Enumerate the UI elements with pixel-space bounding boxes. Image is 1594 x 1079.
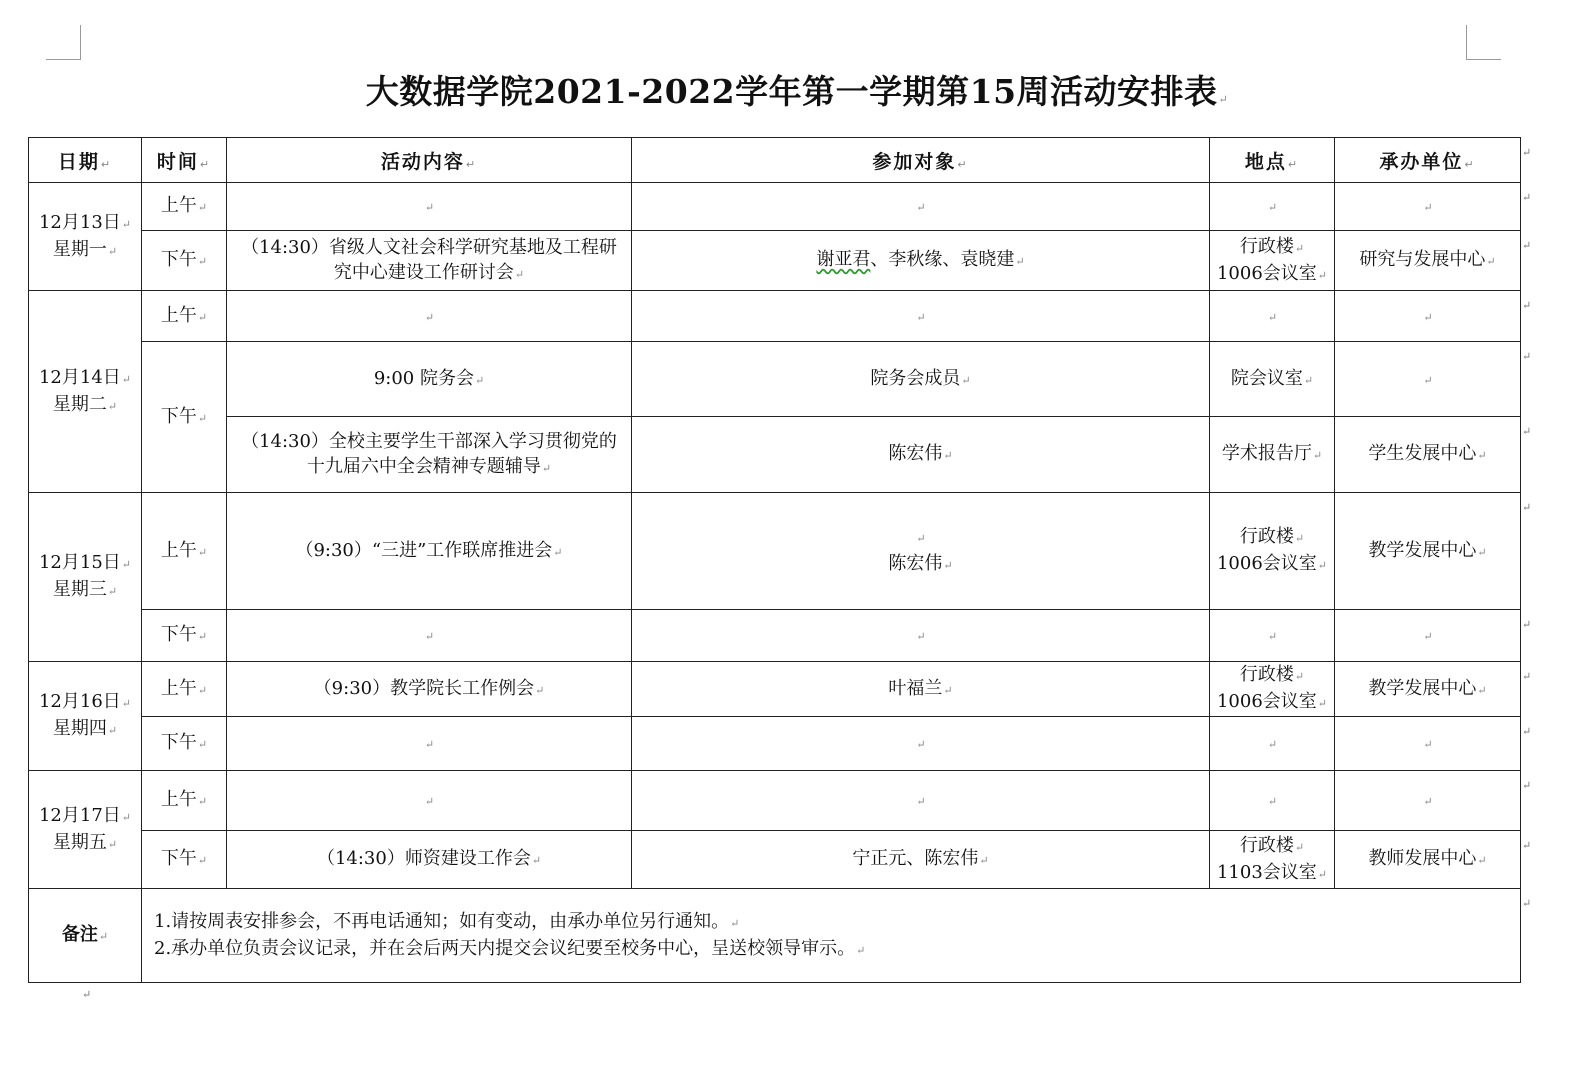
table-row (29, 610, 1521, 662)
table-row (29, 291, 1521, 342)
content-cell: ↵ (227, 717, 632, 771)
header-location: 地点↵ (1210, 138, 1335, 183)
time-pm: 下午↵ (142, 231, 227, 291)
time-am: 上午↵ (142, 662, 227, 717)
content-cell: （9:30）教学院长工作例会↵ (227, 662, 632, 717)
content-cell: （14:30）全校主要学生干部深入学习贯彻党的十九届六中全会精神专题辅导↵ (227, 417, 632, 493)
time-pm: 下午↵ (142, 717, 227, 771)
date-cell: 12月15日↵ 星期三↵ (29, 493, 142, 662)
participants-cell: 院务会成员↵ (632, 342, 1210, 417)
location-cell: 院会议室↵ (1210, 342, 1335, 417)
location-cell: 行政楼↵ 1006会议室↵ (1210, 662, 1335, 717)
time-pm: 下午↵ (142, 342, 227, 493)
location-cell: ↵ (1210, 291, 1335, 342)
content-cell: ↵ (227, 291, 632, 342)
participants-cell: 陈宏伟↵ (632, 417, 1210, 493)
date-cell: 12月16日↵ 星期四↵ (29, 662, 142, 771)
participants-cell: 叶福兰↵ (632, 662, 1210, 717)
table-row (29, 493, 1521, 610)
header-row (29, 138, 1521, 183)
time-pm: 下午↵ (142, 610, 227, 662)
row-end-mark: ↵ (1522, 617, 1532, 631)
row-end-mark: ↵ (1522, 298, 1532, 312)
table-row (29, 417, 1521, 493)
time-pm: 下午↵ (142, 831, 227, 889)
content-cell: （14:30）师资建设工作会↵ (227, 831, 632, 889)
remarks-label: 备注↵ (29, 889, 142, 983)
date-cell: 12月17日↵ 星期五↵ (29, 771, 142, 889)
organizer-cell: ↵ (1335, 291, 1521, 342)
organizer-cell: ↵ (1335, 717, 1521, 771)
organizer-cell: 教学发展中心↵ (1335, 493, 1521, 610)
time-am: 上午↵ (142, 771, 227, 831)
participants-cell: ↵ 陈宏伟↵ (632, 493, 1210, 610)
row-end-mark: ↵ (1522, 778, 1532, 792)
participants-cell: ↵ (632, 771, 1210, 831)
row-end-mark: ↵ (1522, 896, 1532, 910)
content-cell: 9:00 院务会↵ (227, 342, 632, 417)
crop-mark-top-right (1466, 25, 1501, 60)
document-title: 大数据学院2021-2022学年第一学期第15周活动安排表↵ (365, 72, 1229, 111)
row-end-mark: ↵ (1522, 838, 1532, 852)
row-end-mark: ↵ (1522, 238, 1532, 252)
location-cell: ↵ (1210, 610, 1335, 662)
table-row (29, 183, 1521, 231)
table-row (29, 342, 1521, 417)
location-cell: ↵ (1210, 771, 1335, 831)
table-row (29, 771, 1521, 831)
time-am: 上午↵ (142, 291, 227, 342)
organizer-cell: 教学发展中心↵ (1335, 662, 1521, 717)
row-end-mark: ↵ (1522, 424, 1532, 438)
participants-cell: ↵ (632, 717, 1210, 771)
table-row (29, 231, 1521, 291)
organizer-cell: ↵ (1335, 342, 1521, 417)
content-cell: ↵ (227, 771, 632, 831)
crop-mark-top-left (46, 25, 81, 60)
location-cell: ↵ (1210, 183, 1335, 231)
location-cell: 行政楼↵ 1103会议室↵ (1210, 831, 1335, 889)
content-cell: （9:30）“三进”工作联席推进会↵ (227, 493, 632, 610)
participants-cell: ↵ (632, 183, 1210, 231)
row-end-mark: ↵ (1522, 500, 1532, 514)
row-end-mark: ↵ (1522, 724, 1532, 738)
date-cell: 12月13日↵ 星期一↵ (29, 183, 142, 291)
header-organizer: 承办单位↵ (1335, 138, 1521, 183)
row-end-mark: ↵ (1522, 145, 1532, 159)
participants-cell: 谢亚君、李秋缘、袁晓建↵ (632, 231, 1210, 291)
header-time: 时间↵ (142, 138, 227, 183)
participants-cell: ↵ (632, 610, 1210, 662)
row-end-mark: ↵ (1522, 349, 1532, 363)
content-cell: （14:30）省级人文社会科学研究基地及工程研究中心建设工作研讨会↵ (227, 231, 632, 291)
table-row (29, 831, 1521, 889)
table-row (29, 662, 1521, 717)
location-cell: 学术报告厅↵ (1210, 417, 1335, 493)
remarks-row (29, 889, 1521, 983)
header-date: 日期↵ (29, 138, 142, 183)
remarks-text: 1.请按周表安排参会，不再电话通知；如有变动，由承办单位另行通知。↵ 2.承办单位负责会议记录，并在会后两天内提交会议纪要至校务中心，呈送校领导审示。↵ (142, 889, 1521, 983)
row-end-mark: ↵ (1522, 669, 1532, 683)
organizer-cell: 教师发展中心↵ (1335, 831, 1521, 889)
content-cell: ↵ (227, 183, 632, 231)
organizer-cell: ↵ (1335, 771, 1521, 831)
schedule-table (28, 137, 1521, 983)
organizer-cell: ↵ (1335, 183, 1521, 231)
time-am: 上午↵ (142, 183, 227, 231)
paragraph-mark: ↵ (82, 988, 92, 1001)
location-cell: 行政楼↵ 1006会议室↵ (1210, 493, 1335, 610)
table-row (29, 717, 1521, 771)
content-cell: ↵ (227, 610, 632, 662)
organizer-cell: 研究与发展中心↵ (1335, 231, 1521, 291)
date-cell: 12月14日↵ 星期二↵ (29, 291, 142, 493)
time-am: 上午↵ (142, 493, 227, 610)
participants-cell: 宁正元、陈宏伟↵ (632, 831, 1210, 889)
location-cell: 行政楼↵ 1006会议室↵ (1210, 231, 1335, 291)
row-end-mark: ↵ (1522, 190, 1532, 204)
participants-cell: ↵ (632, 291, 1210, 342)
header-participants: 参加对象↵ (632, 138, 1210, 183)
location-cell: ↵ (1210, 717, 1335, 771)
header-content: 活动内容↵ (227, 138, 632, 183)
organizer-cell: ↵ (1335, 610, 1521, 662)
organizer-cell: 学生发展中心↵ (1335, 417, 1521, 493)
